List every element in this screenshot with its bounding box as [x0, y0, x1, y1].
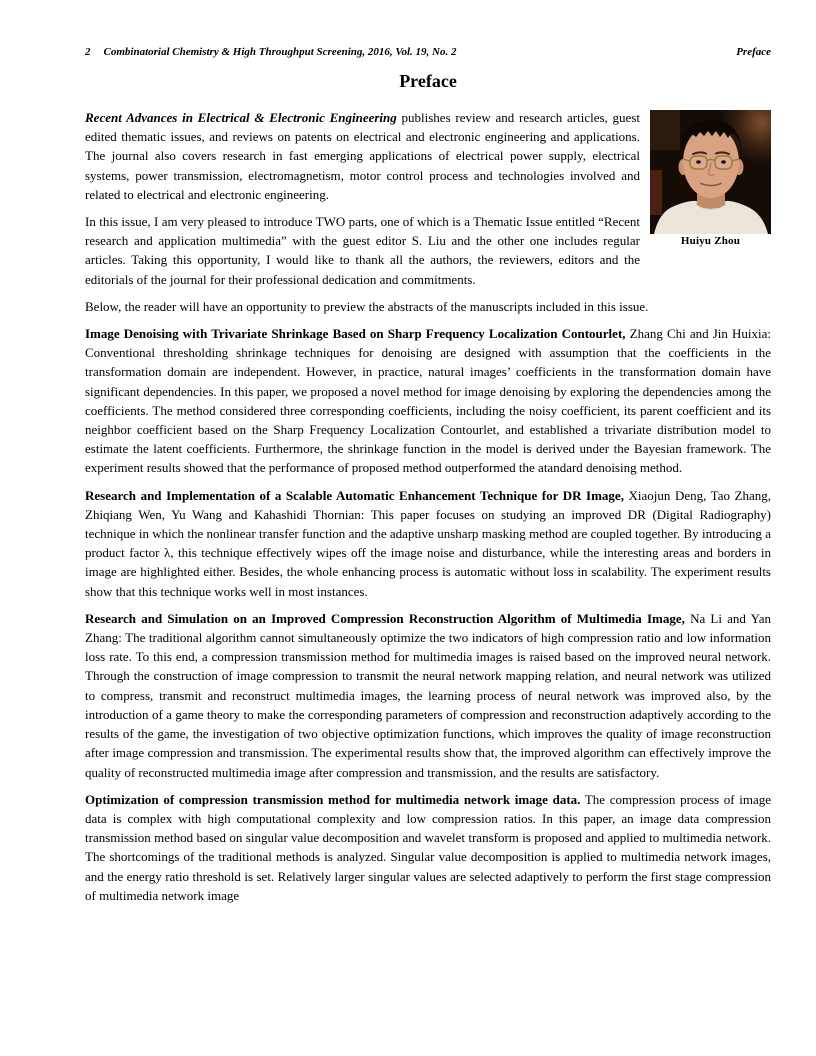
abstract-title-1: Image Denoising with Trivariate Shrinkage Based on Sharp Frequency Localization Contourlet,: [85, 326, 626, 342]
preview-note-paragraph: Below, the reader will have an opportunity to preview the abstracts of the manuscripts included in this issue.: [85, 298, 649, 314]
editor-portrait-drawing: [650, 110, 771, 234]
abstract-body-1: Zhang Chi and Jin Huixia: Conventional thresholding shrinkage techniques for denoising are designed with assumption that the coefficients in the transformation domain are independent. However, in practice, natural images’ coefficients in the transformation domain have significant dependencies. In this paper, we proposed a novel method for image denoising by exploring the dependencies among the coefficients. The method considered three corresponding coefficients, including the noisy coefficient, its parent coefficient and its neighbor coefficient based on the Sharp Frequency Localization Contourlet, and established a trivariate distribution model to estimate the latent coefficients. Furthermore, the shrinkage function in the model is derived under the Bayesian framework. The experiment results showed that the performance of proposed method outperformed the atandard denoising method.: [85, 326, 772, 476]
abstract-title-4: Optimization of compression transmission method for multimedia network image data.: [85, 791, 581, 807]
abstract-body-3: Na Li and Yan Zhang: The traditional algorithm cannot simultaneously optimize the two indicators of high compression ratio and low information loss rate. To this end, a compression transmission method for multimedia images is raised based on the improved neural network. Through the construction of image compression to transmit the neural network mapping relation, and neural network was utilized to compress, transmit and reconstruct multimedia images, the learning process of neural network was improved also, by the introduction of a game theory to make the corresponding parameters of compression and reconstruction adaptively according to the results of the game, the investigation of two objective optimization functions, which improves the quality of image reconstruction after image compression and transmission. The experimental results show that, the improved algorithm can effectively improve the quality of reconstructed multimedia image after compression and transmission, and the results are satisfactory.: [85, 610, 771, 780]
abstract-paragraph-2: [85, 486, 771, 601]
abstract-body-4: The compression process of image data is complex with high computational complexity and low compression ratios. In this paper, an image data compression transmission method based on singular value decomposition and wavelet transform is proposed and applied to multimedia network. The shortcomings of the traditional methods is analyzed. Singular value decomposition is applied to multimedia network images, and the energy ratio threshold is set. Relatively larger singular values are selected adaptively to perform the first stage compression of multimedia network image: [85, 791, 771, 903]
preface-body: [85, 108, 771, 905]
editor-photo: [650, 110, 771, 247]
journal-citation: Combinatorial Chemistry & High Throughput Screening, 2016, Vol. 19, No. 2: [103, 46, 457, 58]
running-head-left: [85, 46, 456, 58]
abstract-title-3: Research and Simulation on an Improved Compression Reconstruction Algorithm of Multimedia Image,: [85, 610, 685, 626]
page-number: 2: [85, 46, 91, 58]
journal-name-emphasis: Recent Advances in Electrical & Electronic Engineering: [85, 110, 397, 125]
abstract-paragraph-3: [85, 609, 771, 782]
running-head-section: Preface: [736, 46, 771, 58]
page-title: Preface: [399, 71, 457, 91]
right-eye: [721, 160, 726, 164]
photo-background-red-patch: [650, 170, 662, 215]
abstract-title-2: Research and Implementation of a Scalable Automatic Enhancement Technique for DR Image,: [85, 487, 624, 503]
issue-paragraph: In this issue, I am very pleased to introduce TWO parts, one of which is a Thematic Issue entitled “Recent research and application multimedia” with the guest editor S. Liu and the other one includes regular articles. Taking this opportunity, I would like to thank all the authors, the reviewers, editors and the editorials of the journal for their professional dedication and commitments.: [85, 214, 640, 287]
running-head: [85, 46, 771, 58]
editor-portrait: [650, 110, 771, 234]
abstract-body-2: Xiaojun Deng, Tao Zhang, Zhiqiang Wen, Yu Wang and Kahashidi Thornian: This paper focuses on studying an improved DR (Digital Radiography) technique in which the nonlinear transfer function and the adaptive unsharp masking method are coupled together. By introducing a product factor λ, this technique effectively wipes off the image noise and disturbance, while the interesting areas and borders in image are highlighted either. Besides, the whole enhancing process is automatic without loss in scalability. The experiment results show that this technique works well in most instances.: [85, 487, 771, 599]
abstract-paragraph-1: [85, 324, 771, 478]
editor-photo-caption: Huiyu Zhou: [680, 235, 741, 247]
left-eye: [696, 160, 701, 164]
intro-paragraph-text: publishes review and research articles, guest edited thematic issues, and reviews on patents on electrical and electronic engineering and applications. The journal also covers research in fast emerging applications of electrical power supply, electrical systems, power transmission, electromagnetism, motor control process and technologies involved and related to electrical and electronic engineering.: [85, 110, 640, 202]
abstract-paragraph-4: [85, 790, 771, 905]
photo-background-corner: [650, 110, 680, 150]
